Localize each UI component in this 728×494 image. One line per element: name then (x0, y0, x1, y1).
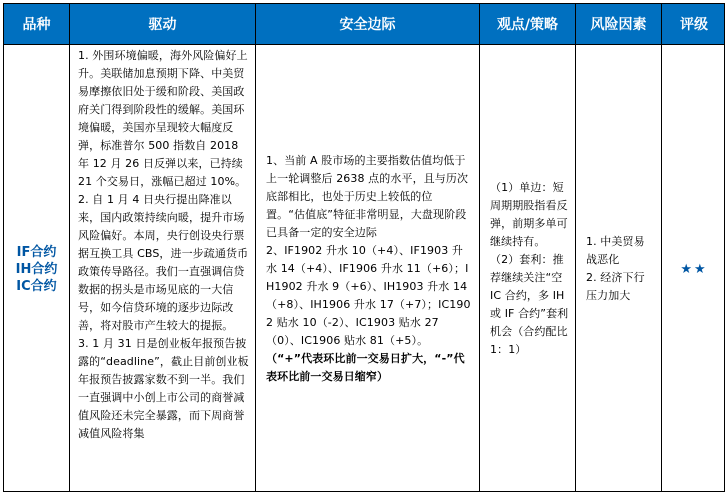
header-risk-factors: 风险因素 (576, 4, 662, 44)
risk-text: 1. 中美贸易战恶化 2. 经济下行压力加大 (586, 235, 645, 302)
safety-margin-note: （“+”代表环比前一交易日扩大，“-”代表环比前一交易日缩窄） (266, 352, 465, 383)
table-row (4, 44, 724, 492)
product-if: IF合约 (16, 244, 57, 260)
header-rating: 评级 (680, 17, 708, 33)
rating-cell (662, 45, 725, 492)
header-view-strategy: 观点/策略 (480, 4, 576, 44)
risk-cell (576, 45, 662, 492)
table-header-row (4, 4, 724, 44)
product-ic: IC合约 (16, 278, 57, 294)
strategy-cell (480, 45, 576, 492)
header-drivers: 驱动 (70, 4, 256, 44)
product-cell (4, 45, 70, 492)
drivers-cell: 1. 外围环境偏暖，海外风险偏好上升。美联储加息预期下降、中美贸易摩擦依旧处于缓和阶段、美国政府关门得到阶段性的缓解。美国环境偏暖，美国亦呈现较大幅度反弹，标准普尔 500 指数自 2018 年 12 月 26 日反弹以来，已持续 21 个交易日，涨幅已超过 10%。 2. 自 1 月 4 日央行提出降准以来，国内政策持续向暖，提升市场风险偏好。本周，央行创设央行票据互换工具 CBS，进一步疏通货币政策传导路径。我们一直强调信贷数据的拐头是市场见底的一大信号，如今信贷环境的逐步边际改善，将对股市产生较大的提振。 3. 1 月 31 日是创业板年报预告披露的“deadline”，截止目前创业板年报预告披露家数不到一半。我们一直强调中小创上市公司的商誉减值风险还未完全暴露，而下周商誉减值风险将集 (70, 45, 256, 492)
rating-stars: ★★ (680, 261, 708, 277)
product-ih: IH合约 (15, 261, 58, 277)
analysis-table (3, 3, 725, 492)
safety-margin-cell (256, 45, 480, 492)
strategy-text: （1）单边：短周期期股指看反弹，前期多单可继续持有。 （2）套利：推荐继续关注“空 IC 合约，多 IH 或 IF 合约”套利机会（合约配比 1：1） (490, 181, 569, 356)
header-product: 品种 (4, 4, 70, 44)
safety-margin-text: 1、当前 A 股市场的主要指数估值均低于上一轮调整后 2638 点的水平，且与历次底部相比，也处于历史上较低的位置。“估值底”特征非常明显，大盘现阶段已具备一定的安全边际 2、IF1902 升水 10（+4）、IF1903 升水 14（+4）、IF1906 升水 11（+6）；IH1902 升水 9（+6）、IH1903 升水 14（+8）、IH1906 升水 17（+7）；IC1902 贴水 10（-2）、IC1903 贴水 27（0）、IC1906 贴水 81（+5）。 (266, 154, 471, 347)
header-safety-margin: 安全边际 (256, 4, 480, 44)
